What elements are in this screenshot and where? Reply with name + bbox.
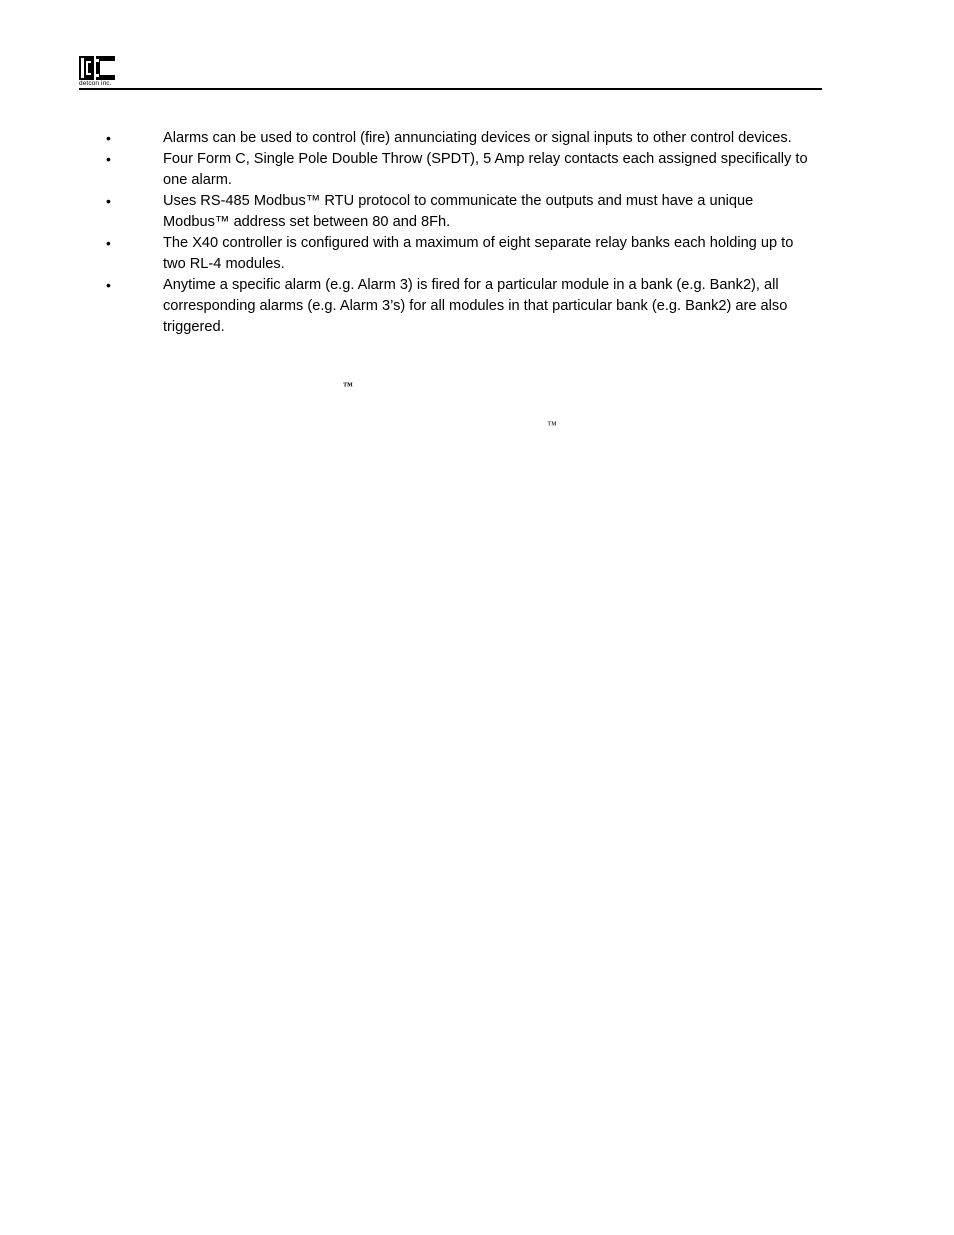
list-item xyxy=(0,233,819,275)
list-item-text: Four Form C, Single Pole Double Throw (SPDT), 5 Amp relay contacts each assigned specifically to one alarm. xyxy=(163,151,808,188)
bullet-icon: • xyxy=(106,235,111,251)
list-item-text: The X40 controller is configured with a maximum of eight separate relay banks each holding up to two RL-4 modules. xyxy=(163,235,794,272)
logo-wordmark: detcon inc. xyxy=(79,80,112,87)
list-item xyxy=(0,149,819,191)
list-item xyxy=(0,128,819,149)
header-divider xyxy=(79,88,822,90)
feature-bullet-list xyxy=(0,128,954,338)
trademark-mark: ™ xyxy=(343,381,353,392)
list-item xyxy=(0,275,819,338)
bullet-icon: • xyxy=(106,277,111,293)
dc-monogram-icon xyxy=(79,56,115,80)
bullet-icon: • xyxy=(106,151,111,167)
company-logo xyxy=(79,56,117,88)
list-item-text: Uses RS-485 Modbus™ RTU protocol to communicate the outputs and must have a unique Modbus™ address set between 80 and 8Fh. xyxy=(163,193,754,230)
bullet-icon: • xyxy=(106,130,111,146)
trademark-mark: ™ xyxy=(547,420,557,431)
list-item-text: Alarms can be used to control (fire) annunciating devices or signal inputs to other control devices. xyxy=(163,130,792,146)
list-item-text: Anytime a specific alarm (e.g. Alarm 3) is fired for a particular module in a bank (e.g. Bank2), all corresponding alarms (e.g. Alarm 3’s) for all modules in that particular bank (e.g. Bank2) are also triggered. xyxy=(163,277,788,335)
bullet-icon: • xyxy=(106,193,111,209)
list-item xyxy=(0,191,819,233)
